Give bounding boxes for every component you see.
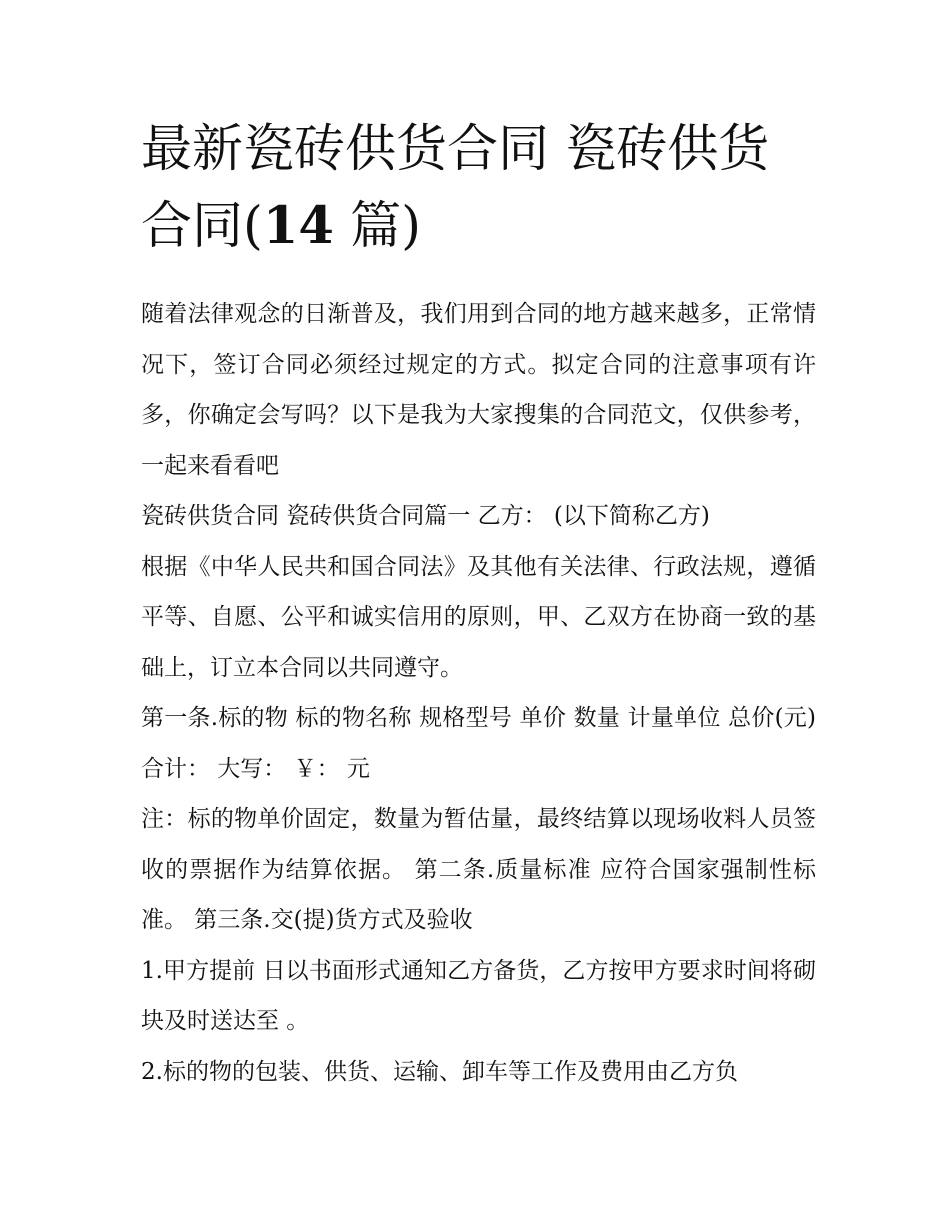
document-title bbox=[141, 112, 816, 265]
title-end: 篇) bbox=[333, 197, 421, 256]
document-page bbox=[141, 112, 816, 1097]
title-count: 14 bbox=[262, 196, 334, 256]
note-and-articles-2-3: 注：标的物单价固定，数量为暂估量，最终结算以现场收料人员签收的票据作为结算依据。 第二条.质量标准 应符合国家强制性标准。 第三条.交(提)货方式及验收 bbox=[141, 806, 816, 933]
contract-heading-line: 瓷砖供货合同 瓷砖供货合同篇一 乙方： (以下简称乙方) bbox=[141, 503, 710, 529]
contract-preamble: 根据《中华人民共和国合同法》及其他有关法律、行政法规，遵循平等、自愿、公平和诚实信用的原则，甲、乙双方在协商一致的基础上，订立本合同以共同遵守。 bbox=[141, 553, 816, 681]
clause-2: 2.标的物的包装、供货、运输、卸车等工作及费用由乙方负 bbox=[141, 1058, 738, 1085]
intro-paragraph: 随着法律观念的日渐普及，我们用到合同的地方越来越多，正常情况下，签订合同必须经过规定的方式。拟定合同的注意事项有许多，你确定会写吗？以下是我为大家搜集的合同范文，仅供参考，一起来看看吧 bbox=[141, 301, 816, 479]
article-1-subject-matter: 第一条.标的物 标的物名称 规格型号 单价 数量 计量单位 总价(元) 合计： 大写： ￥： 元 bbox=[141, 705, 816, 782]
title-main: 最新瓷砖供货合同 瓷砖供货合同( bbox=[141, 120, 770, 256]
clause-1: 1.甲方提前 日以书面形式通知乙方备货，乙方按甲方要求时间将砌块及时送达至 。 bbox=[141, 957, 816, 1034]
